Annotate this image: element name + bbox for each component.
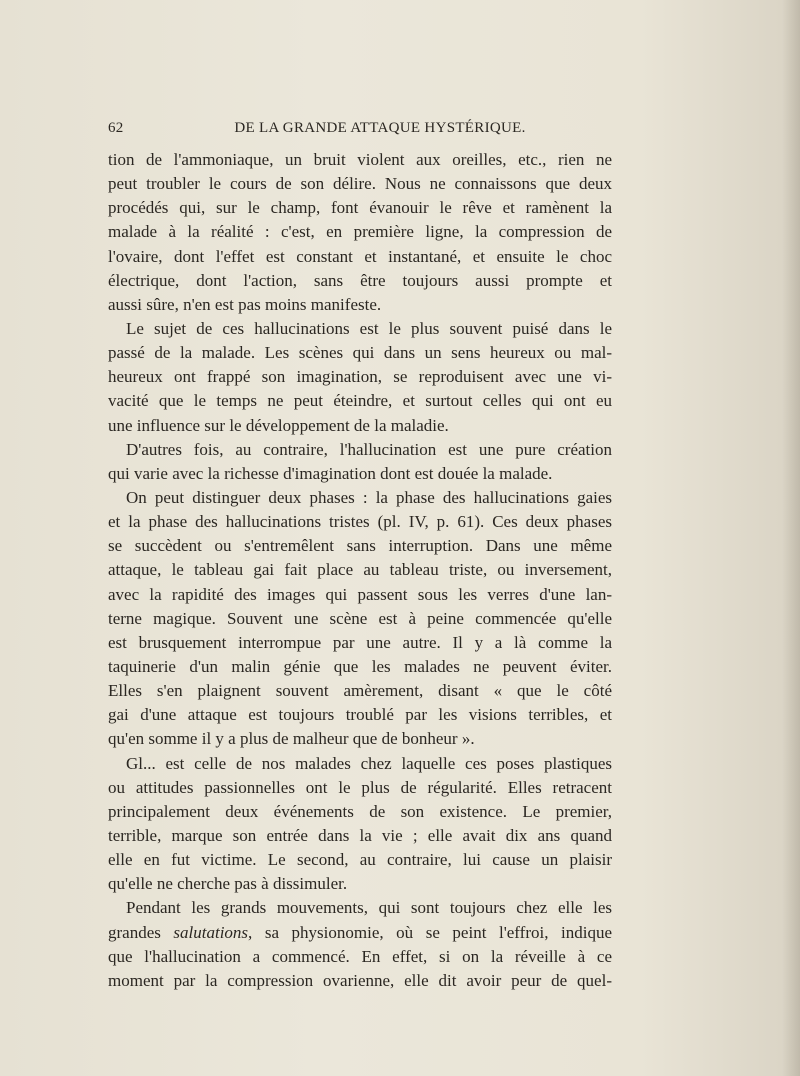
text-line: est brusquement interrompue par une autre. Il y a là comme la xyxy=(108,632,612,652)
text-line: principalement deux événements de son existence. Le premier, xyxy=(108,801,612,821)
text-line: tion de l'ammoniaque, un bruit violent aux oreilles, etc., rien ne xyxy=(108,150,612,169)
text-line: électrique, dont l'action, sans être toujours aussi prompte et xyxy=(108,270,612,290)
text-line: avec la rapidité des images qui passent sous les verres d'une lan- xyxy=(108,584,612,604)
text-line: se succèdent ou s'entremêlent sans interruption. Dans une même xyxy=(108,536,612,556)
text-segment: , sa physionomie, où se peint l'effroi, indique xyxy=(248,922,612,942)
text-line: gai d'une attaque est toujours troublé par les visions terribles, et xyxy=(108,705,612,725)
text-line: procédés qui, sur le champ, font évanouir le rêve et ramènent la xyxy=(108,198,612,218)
text-line: Gl... est celle de nos malades chez laquelle ces poses plastiques xyxy=(126,753,612,773)
text-line: ou attitudes passionnelles ont le plus de régularité. Elles retracent xyxy=(108,777,612,797)
text-line: Le sujet de ces hallucinations est le plus souvent puisé dans le xyxy=(126,318,612,338)
text-line: attaque, le tableau gai fait place au tableau triste, ou inversement, xyxy=(108,560,612,580)
text-line: peut troubler le cours de son délire. Nous ne connaissons que deux xyxy=(108,174,612,194)
text-line: Pendant les grands mouvements, qui sont toujours chez elle les xyxy=(126,898,612,918)
text-line: une influence sur le développement de la maladie. xyxy=(108,415,449,435)
text-line: taquinerie d'un malin génie que les malades ne peuvent éviter. xyxy=(108,656,612,676)
page-number: 62 xyxy=(108,120,124,136)
text-line: vacité que le temps ne peut éteindre, et surtout celles qui ont eu xyxy=(108,391,612,411)
text-line: que l'hallucination a commencé. En effet, si on la réveille à ce xyxy=(108,946,612,966)
italic-term: salutations xyxy=(173,922,249,942)
running-title: DE LA GRANDE ATTAQUE HYSTÉRIQUE. xyxy=(234,120,526,136)
text-line: et la phase des hallucinations tristes (pl. IV, p. 61). Ces deux phases xyxy=(108,512,612,532)
text-line: qu'en somme il y a plus de malheur que de bonheur ». xyxy=(108,729,475,749)
text-line: terrible, marque son entrée dans la vie ; elle avait dix ans quand xyxy=(108,825,612,845)
text-line: D'autres fois, au contraire, l'hallucination est une pure création xyxy=(126,439,612,459)
text-line: passé de la malade. Les scènes qui dans un sens heureux ou mal- xyxy=(108,343,612,363)
text-line xyxy=(108,921,612,945)
page-edge-shadow xyxy=(782,0,800,1076)
text-segment: grandes xyxy=(108,922,174,942)
text-line: malade à la réalité : c'est, en première ligne, la compression de xyxy=(108,222,612,242)
text-line: heureux ont frappé son imagination, se reproduisent avec une vi- xyxy=(108,367,612,387)
text-line: l'ovaire, dont l'effet est constant et instantané, et ensuite le choc xyxy=(108,246,612,266)
text-line: moment par la compression ovarienne, elle dit avoir peur de quel- xyxy=(108,970,612,990)
text-line: qui varie avec la richesse d'imagination dont est douée la malade. xyxy=(108,463,553,483)
text-line: terne magique. Souvent une scène est à peine commencée qu'elle xyxy=(108,608,612,628)
text-line: Elles s'en plaignent souvent amèrement, disant « que le côté xyxy=(108,681,612,701)
text-line: On peut distinguer deux phases : la phase des hallucinations gaies xyxy=(126,487,612,507)
text-line: aussi sûre, n'en est pas moins manifeste. xyxy=(108,294,382,314)
page-header xyxy=(108,120,612,142)
text-line: qu'elle ne cherche pas à dissimuler. xyxy=(108,874,348,894)
text-line: elle en fut victime. Le second, au contraire, lui cause un plaisir xyxy=(108,850,612,870)
body-text xyxy=(108,148,612,993)
